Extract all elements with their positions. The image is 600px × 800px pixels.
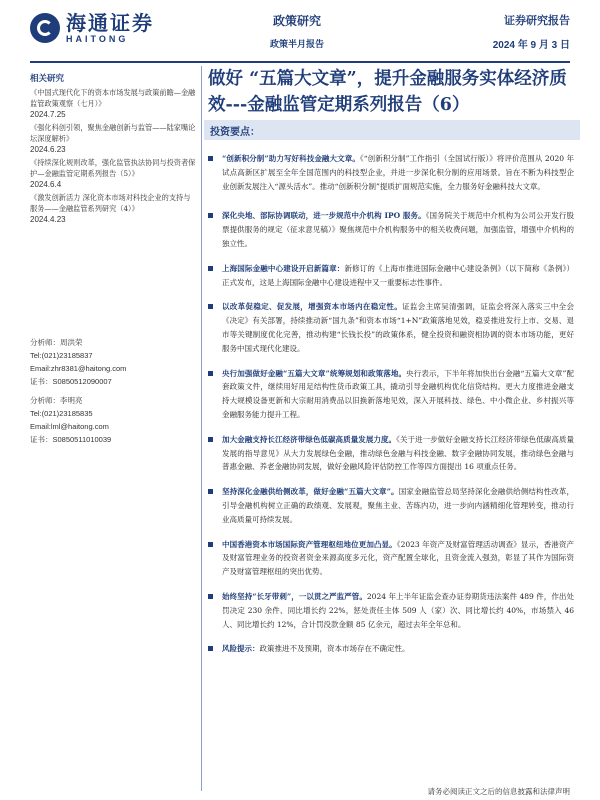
column-divider bbox=[201, 66, 202, 791]
logo-english-name: HAITONG bbox=[66, 34, 129, 44]
bullet-lead: 加大金融支持长江经济带绿色低碳高质量发展力度。 bbox=[222, 434, 397, 444]
related-item[interactable] bbox=[30, 87, 196, 120]
bullet-item bbox=[208, 433, 574, 474]
bullet-body: 《“创新积分制”工作指引（全国试行版）》将评价范围从 2020 年试点高新区扩展至全年全国范围内的科技型企业，并进一步深化积分制的应用场景。旨在不断为科技型企业创新发展注入“源头活水”。推动“创新积分制”提质扩面规范实施，全力服务好金融科技大文章。 bbox=[222, 154, 574, 191]
bullet-item bbox=[208, 209, 574, 250]
investment-points bbox=[208, 152, 574, 656]
related-item-date: 2024.6.23 bbox=[30, 145, 66, 154]
analyst-name: 分析师：李明亮 bbox=[30, 396, 83, 405]
report-date: 2024 年 9 月 3 日 bbox=[492, 40, 570, 51]
related-item-date: 2024.6.4 bbox=[30, 180, 62, 189]
related-item[interactable] bbox=[30, 122, 196, 155]
bullet-lead: 坚持深化金融供给侧改革，做好金融“五篇大文章”。 bbox=[222, 487, 399, 497]
bullet-item bbox=[208, 538, 574, 579]
bullet-body: 新修订的《上海市推进国际金融中心建设条例》（以下简称《条例》）正式发布，这是上海国际金融中心建设进程中又一重要标志性事件。 bbox=[222, 263, 575, 287]
bullet-lead: 始终坚持“长牙带刺”，一以贯之严监严管。 bbox=[222, 591, 367, 601]
report-type: 政策研究 bbox=[273, 14, 322, 28]
bullet-item bbox=[208, 367, 574, 422]
bullet-square-icon bbox=[208, 213, 213, 218]
bullet-square-icon bbox=[208, 594, 213, 599]
bullet-square-icon bbox=[208, 437, 213, 442]
bullet-lead: 上海国际金融中心建设开启新篇章： bbox=[222, 263, 345, 273]
analyst-card bbox=[30, 336, 196, 388]
related-item-title: 《强化科创引领，聚焦金融创新与监管——陆家嘴论坛深度解析》 bbox=[30, 123, 196, 143]
bullet-lead: 深化央地、部际协调联动，进一步规范中介机构 IPO 服务。 bbox=[222, 211, 426, 221]
section-header-bar bbox=[204, 120, 580, 140]
bullet-square-icon bbox=[208, 542, 213, 547]
bullet-body: 政策推进不及预期，资本市场存在不确定性。 bbox=[259, 644, 410, 654]
related-item[interactable] bbox=[30, 192, 196, 225]
bullet-body: 央行表示，下半年将加快出台金融“五篇大文章”配套政策文件，继续用好用足结构性货币政策工具，撬动引导金融机构优化信贷结构。更大力度推进金融支持大规模设备更新和大宗耐用消费品以旧换新落地见效，深入开展科技、绿色、中小微企业、乡村振兴等金融服务能力提升工程。 bbox=[222, 368, 574, 419]
analyst-email[interactable]: Email:zhr8381@haitong.com bbox=[30, 364, 127, 373]
bullet-body: 《国务院关于规范中介机构为公司公开发行股票提供服务的规定（征求意见稿）》聚焦规范中介机构服务中的相关收费问题，加强监管，增强中介机构的独立性。 bbox=[222, 211, 574, 248]
report-title: 做好 “五篇大文章”，提升金融服务实体经济质效---金融监管定期系列报告（6） bbox=[208, 69, 567, 115]
logo-emblem-icon bbox=[30, 13, 60, 43]
logo-chinese-name: 海通证券 bbox=[66, 11, 154, 35]
report-category: 证券研究报告 bbox=[504, 14, 570, 27]
bullet-square-icon bbox=[208, 489, 213, 494]
bullet-body: 《2023 年资产及财富管理活动调查》显示，香港资产及财富管理业务的投资者资金来源高度多元化，资产配置全球化，且资金流入强劲，彰显了其作为国际资产及财富管理枢纽的突出优势。 bbox=[222, 539, 574, 577]
header-divider bbox=[30, 61, 570, 63]
bullet-item bbox=[208, 152, 574, 193]
bullet-lead: “创新积分制”助力写好科技金融大文章。 bbox=[222, 154, 360, 163]
bullet-body: 2024 年上半年证监会查办证券期货违法案件 489 件，作出处罚决定 230 余件、同比增长约 22%，惩处责任主体 509 人（家）次、同比增长约 40%，市场禁入 46 人、同比增长约 12%，合计罚没款金额 85 亿余元，超过去年全年总和。 bbox=[222, 591, 574, 629]
analyst-cert: 证书：S0850511010039 bbox=[30, 435, 112, 444]
bullet-lead: 央行加强做好金融“五篇大文章”统筹规划和政策落地。 bbox=[222, 368, 407, 378]
related-research-title: 相关研究 bbox=[30, 74, 65, 84]
disclaimer-footer: 请务必阅读正文之后的信息披露和法律声明 bbox=[427, 787, 570, 796]
bullet-item bbox=[208, 300, 574, 355]
analyst-card bbox=[30, 394, 196, 446]
related-item-title: 《持续深化规则改革，强化监管执法协同与投资者保护—金融监管定期系列报告（5）》 bbox=[30, 158, 196, 178]
bullet-square-icon bbox=[208, 304, 213, 309]
related-item-title: 《激发创新活力 深化资本市场对科技企业的支持与服务——金融监管系列研究（4）》 bbox=[30, 193, 191, 213]
section-label: 投资要点： bbox=[210, 127, 260, 138]
related-item[interactable] bbox=[30, 157, 196, 190]
related-item-date: 2024.7.25 bbox=[30, 110, 66, 119]
related-item-date: 2024.4.23 bbox=[30, 215, 66, 224]
report-header bbox=[0, 0, 600, 62]
bullet-body: 《关于进一步做好金融支持长江经济带绿色低碳高质量发展的指导意见》从大力发展绿色金融，推动绿色金融与科技金融、数字金融协同发展，推动绿色金融与普惠金融、养老金融协同发展，做好金融风险评估防控工作等四方面提出 16 项重点任务。 bbox=[222, 434, 574, 472]
bullet-square-icon bbox=[208, 371, 213, 376]
bullet-item bbox=[208, 262, 574, 290]
bullet-body: 国家金融监管总局坚持深化金融供给侧结构性改革，引导金融机构树立正确的政绩观、发展观，聚焦主业、苦练内功，进一步向内涵精细化管理转变，推动行业高质量可持续发展。 bbox=[222, 487, 574, 524]
bullet-lead: 风险提示： bbox=[222, 644, 260, 654]
bullet-item bbox=[208, 642, 574, 656]
report-series: 政策半月报告 bbox=[270, 40, 325, 50]
sidebar bbox=[30, 68, 196, 227]
analyst-tel: Tel:(021)23185835 bbox=[30, 409, 93, 418]
related-item-title: 《中国式现代化下的资本市场发展与政策前瞻—金融监管政策观察（七月）》 bbox=[30, 88, 196, 108]
company-logo bbox=[30, 12, 154, 44]
bullet-body: 证监会主席吴清强调，证监会将深入落实三中全会《决定》有关部署，持续推动新“国九条”和资本市场“1+N”政策落地见效，稳妥推进发行上市、交易、退市等关键制度优化完善，推动构建“长钱长投”的政策体系，健全投资和融资相协调的资本市场功能，更好服务中国式现代化建设。 bbox=[222, 302, 574, 353]
analyst-cert: 证书：S0850512090007 bbox=[30, 377, 112, 386]
bullet-square-icon bbox=[208, 156, 213, 161]
bullet-square-icon bbox=[208, 646, 213, 651]
analyst-tel: Tel:(021)23185837 bbox=[30, 351, 93, 360]
bullet-lead: 中国香港资本市场国际资产管理枢纽地位更加凸显。 bbox=[222, 539, 397, 549]
analyst-email[interactable]: Email:lml@haitong.com bbox=[30, 422, 109, 431]
bullet-item bbox=[208, 590, 574, 631]
bullet-item bbox=[208, 485, 574, 526]
bullet-lead: 以改革促稳定、促发展，增强资本市场内在稳定性。 bbox=[222, 302, 403, 312]
analyst-name: 分析师：周洪荣 bbox=[30, 338, 83, 347]
bullet-square-icon bbox=[208, 266, 213, 271]
